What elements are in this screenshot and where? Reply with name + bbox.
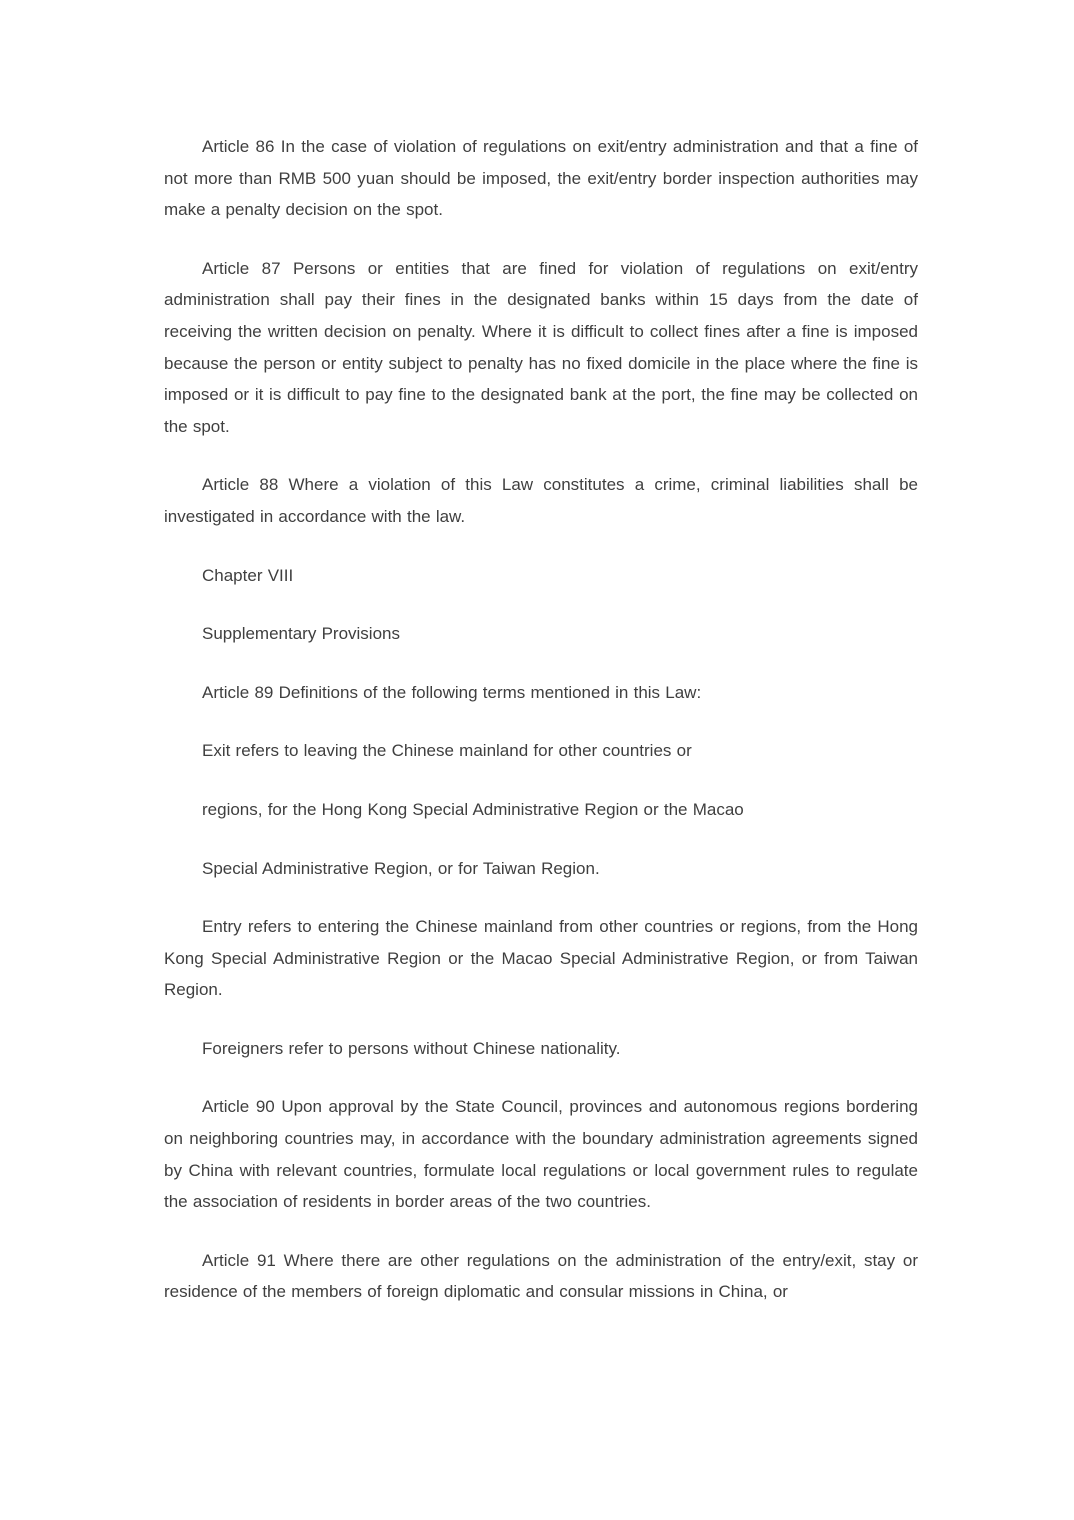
definition-exit-line-2: regions, for the Hong Kong Special Administrative Region or the Macao bbox=[202, 799, 744, 819]
paragraph-article-88: Article 88 Where a violation of this Law constitutes a crime, criminal liabilities shall be investigated in accordance with the law. bbox=[164, 475, 918, 526]
paragraph-article-91: Article 91 Where there are other regulations on the administration of the entry/exit, stay or residence of the members of foreign diplomatic and consular missions in China, or bbox=[164, 1250, 918, 1302]
definition-exit-line-1: Exit refers to leaving the Chinese mainland for other countries or bbox=[202, 741, 692, 761]
chapter-title: Supplementary Provisions bbox=[202, 624, 400, 644]
chapter-heading: Chapter VIII bbox=[202, 565, 294, 585]
paragraph-article-89: Article 89 Definitions of the following terms mentioned in this Law: bbox=[202, 682, 702, 702]
paragraph-article-86: Article 86 In the case of violation of regulations on exit/entry administration and that a fine of not more than RMB 500 yuan should be imposed, the exit/entry border inspection authorities may make a penalty decision on the spot. bbox=[164, 137, 918, 220]
paragraph-article-87: Article 87 Persons or entities that are fined for violation of regulations on exit/entry administration shall pay their fines in the designated banks within 15 days from the date of receiving the written decision on penalty. Where it is difficult to collect fines after a fine is imposed because the person or entity subject to penalty has no fixed domicile in the place where the fine is imposed or it is difficult to pay fine to the designated bank at the port, the fine may be collected on the spot. bbox=[164, 258, 918, 436]
definition-foreigners: Foreigners refer to persons without Chinese nationality. bbox=[202, 1038, 621, 1058]
definition-entry: Entry refers to entering the Chinese mainland from other countries or regions, from the Hong Kong Special Administrative Region or the Macao Special Administrative Region, or from Taiwan Region. bbox=[164, 917, 918, 1000]
paragraph-article-90: Article 90 Upon approval by the State Council, provinces and autonomous regions bordering on neighboring countries may, in accordance with the boundary administration agreements signed by China with relevant countries, formulate local regulations or local government rules to regulate the association of residents in border areas of the two countries. bbox=[164, 1097, 918, 1212]
definition-exit-line-3: Special Administrative Region, or for Taiwan Region. bbox=[202, 858, 600, 878]
